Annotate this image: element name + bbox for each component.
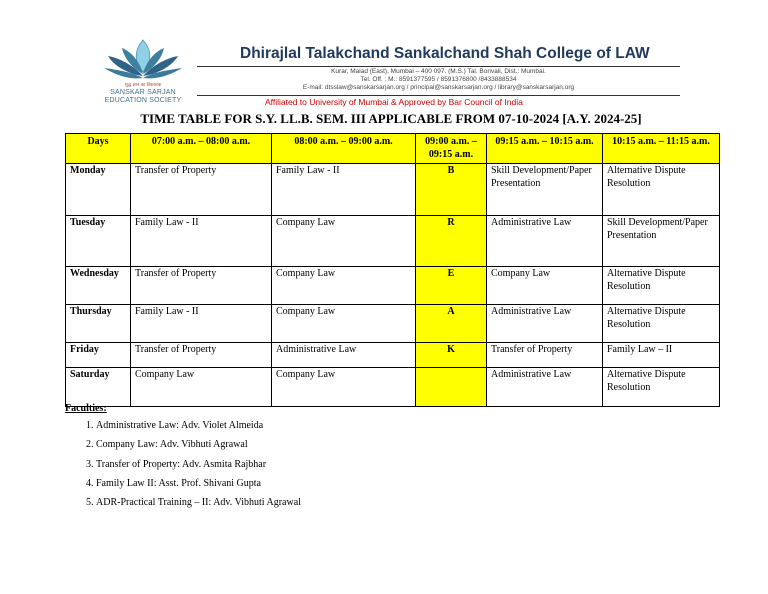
day-cell: Saturday (66, 368, 131, 407)
table-cell: Skill Development/Paper Presentation (487, 164, 603, 216)
address-line: Kurar, Malad (East), Mumbai – 400 097. (M.S.) Tal. Borivali, Dist.: Mumbai. (331, 68, 546, 75)
table-cell: Company Law (272, 267, 416, 305)
list-item: 2. Company Law: Adv. Vibhuti Agrawal (96, 435, 301, 454)
table-cell: Alternative Dispute Resolution (603, 267, 720, 305)
table-cell: Transfer of Property (487, 343, 603, 368)
table-cell: Skill Development/Paper Presentation (603, 216, 720, 267)
break-cell: A (416, 305, 487, 343)
table-cell: Administrative Law (487, 216, 603, 267)
day-cell: Wednesday (66, 267, 131, 305)
break-cell: E (416, 267, 487, 305)
table-cell: Company Law (272, 216, 416, 267)
table-cell: Transfer of Property (131, 343, 272, 368)
table-cell: Alternative Dispute Resolution (603, 305, 720, 343)
table-row (66, 164, 720, 216)
table-cell: Company Law (487, 267, 603, 305)
header-divider-top (197, 66, 680, 67)
table-cell: Family Law – II (603, 343, 720, 368)
table-cell: Family Law - II (131, 305, 272, 343)
break-cell: B (416, 164, 487, 216)
list-item: 4. Family Law II: Asst. Prof. Shivani Gupta (96, 474, 301, 493)
table-row (66, 368, 720, 407)
faculties-list (65, 416, 301, 512)
timetable (65, 133, 720, 407)
list-item: 3. Transfer of Property: Adv. Asmita Rajbhar (96, 455, 301, 474)
header-slot-3: 09:15 a.m. – 10:15 a.m. (487, 134, 603, 164)
table-row (66, 267, 720, 305)
day-cell: Friday (66, 343, 131, 368)
header-slot-1: 07:00 a.m. – 08:00 a.m. (131, 134, 272, 164)
table-cell: Company Law (131, 368, 272, 407)
day-cell: Monday (66, 164, 131, 216)
table-row (66, 216, 720, 267)
email-line: E-mail: dtsslaw@sanskarsarjan.org / principal@sanskarsarjan.org / library@sanskarsarjan.org (302, 84, 575, 91)
list-item: 5. ADR-Practical Training – II: Adv. Vibhuti Agrawal (96, 493, 301, 512)
table-cell: Alternative Dispute Resolution (603, 368, 720, 407)
logo-line-1: SANSKAR SARJAN (110, 89, 176, 96)
break-cell: R (416, 216, 487, 267)
list-item: 1. Administrative Law: Adv. Violet Almeida (96, 416, 301, 435)
table-row (66, 343, 720, 368)
logo-society-name (86, 89, 200, 105)
table-cell: Company Law (272, 305, 416, 343)
header-break: 09:00 a.m. – 09:15 a.m. (416, 134, 487, 164)
table-cell: Administrative Law (272, 343, 416, 368)
table-cell: Administrative Law (487, 305, 603, 343)
break-cell: K (416, 343, 487, 368)
day-cell: Tuesday (66, 216, 131, 267)
page-title: TIME TABLE FOR S.Y. LL.B. SEM. III APPLICABLE FROM 07-10-2024 [A.Y. 2024-25] (140, 111, 642, 126)
day-cell: Thursday (66, 305, 131, 343)
table-header-row (66, 134, 720, 164)
header-slot-2: 08:00 a.m. – 09:00 a.m. (272, 134, 416, 164)
table-cell: Transfer of Property (131, 267, 272, 305)
faculties-heading: Faculties: (65, 403, 107, 414)
table-row (66, 305, 720, 343)
header-days: Days (66, 134, 131, 164)
table-cell: Alternative Dispute Resolution (603, 164, 720, 216)
affiliation-text: Affiliated to University of Mumbai & Approved by Bar Council of India (265, 97, 523, 107)
header-divider-bottom (197, 95, 680, 96)
break-cell (416, 368, 487, 407)
table-cell: Company Law (272, 368, 416, 407)
table-cell: Administrative Law (487, 368, 603, 407)
svg-text:शुद्ध ज्ञान का विस्तारक: शुद्ध ज्ञान का विस्तारक (124, 83, 162, 88)
logo-line-2: EDUCATION SOCIETY (104, 97, 182, 104)
table-cell: Family Law - II (272, 164, 416, 216)
phone-line: Tel. Off. : M.: 8591377595 / 8591376800 /8433888534 (360, 76, 517, 83)
table-cell: Family Law - II (131, 216, 272, 267)
header-slot-4: 10:15 a.m. – 11:15 a.m. (603, 134, 720, 164)
college-name: Dhirajlal Talakchand Sankalchand Shah College of LAW (240, 45, 650, 62)
table-cell: Transfer of Property (131, 164, 272, 216)
